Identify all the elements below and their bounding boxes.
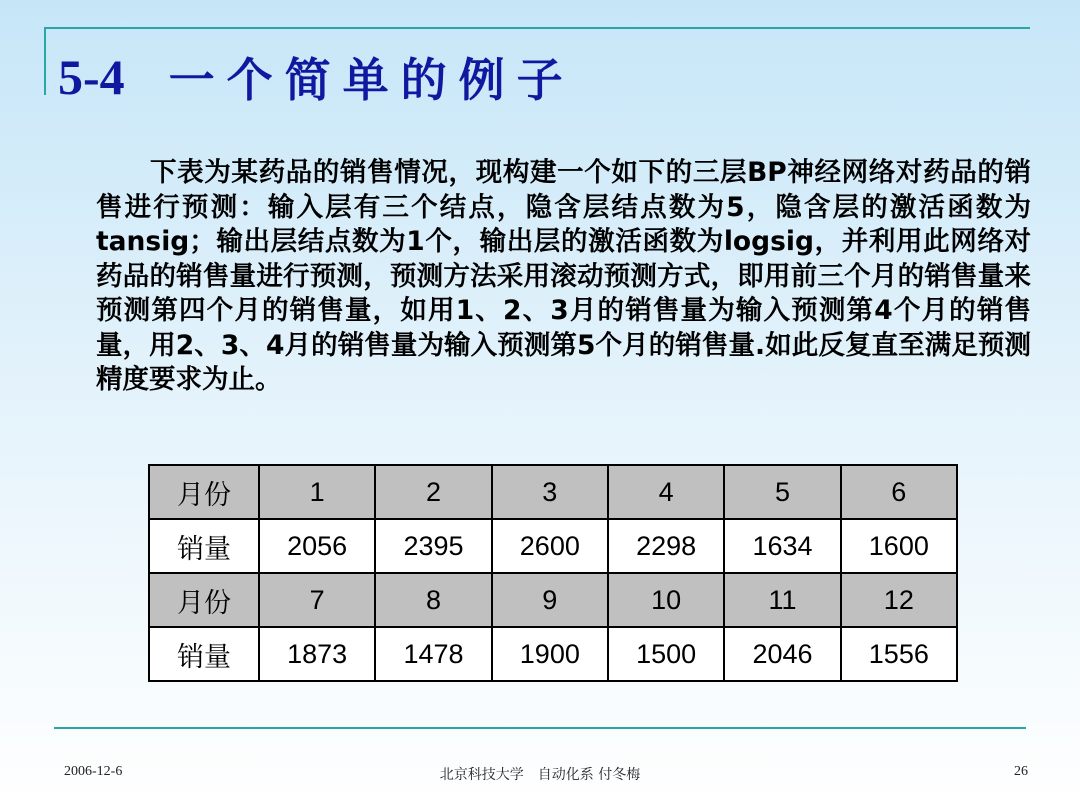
table-cell: 1600	[841, 519, 957, 573]
table-cell: 6	[841, 465, 957, 519]
slide-title	[58, 42, 575, 112]
row-label: 月份	[149, 573, 259, 627]
table-cell: 2	[375, 465, 491, 519]
table-cell: 2056	[259, 519, 375, 573]
table-cell: 1	[259, 465, 375, 519]
table-cell: 11	[724, 573, 840, 627]
row-label: 销量	[149, 627, 259, 681]
footer-date: 2006-12-6	[64, 764, 123, 779]
table-cell: 1500	[608, 627, 724, 681]
table-cell: 4	[608, 465, 724, 519]
table-cell: 1900	[492, 627, 608, 681]
table-cell: 1556	[841, 627, 957, 681]
table-cell: 1634	[724, 519, 840, 573]
table-cell: 2600	[492, 519, 608, 573]
row-label: 月份	[149, 465, 259, 519]
table-cell: 2298	[608, 519, 724, 573]
table-cell: 9	[492, 573, 608, 627]
top-rule	[46, 27, 1030, 29]
title-accent-bar	[44, 27, 46, 95]
table-cell: 5	[724, 465, 840, 519]
table-row-sales-2	[149, 627, 957, 681]
table-cell: 7	[259, 573, 375, 627]
table-cell: 1873	[259, 627, 375, 681]
sales-table	[148, 464, 958, 682]
body-paragraph: 下表为某药品的销售情况，现构建一个如下的三层BP神经网络对药品的销售进行预测：输入层有三个结点，隐含层结点数为5，隐含层的激活函数为tansig；输出层结点数为1个，输出层的激活函数为logsig，并利用此网络对药品的销售量进行预测，预测方法采用滚动预测方式，即用前三个月的销售量来预测第四个月的销售量，如用1、2、3月的销售量为输入预测第4个月的销售量，用2、3、4月的销售量为输入预测第5个月的销售量.如此反复直至满足预测精度要求为止。	[96, 157, 1031, 395]
title-number: 5-4	[58, 49, 125, 105]
table-cell: 3	[492, 465, 608, 519]
row-label: 销量	[149, 519, 259, 573]
title-text: 一个简单的例子	[168, 53, 575, 107]
bottom-rule	[54, 727, 1026, 729]
table-cell: 1478	[375, 627, 491, 681]
table-row-sales-1	[149, 519, 957, 573]
table-cell: 2046	[724, 627, 840, 681]
page-number: 26	[1014, 764, 1028, 779]
table-cell: 8	[375, 573, 491, 627]
table-cell: 2395	[375, 519, 491, 573]
table-cell: 12	[841, 573, 957, 627]
footer-affiliation: 北京科技大学 自动化系 付冬梅	[439, 767, 641, 783]
table-cell: 10	[608, 573, 724, 627]
table-row-months-2	[149, 573, 957, 627]
table-row-months-1	[149, 465, 957, 519]
